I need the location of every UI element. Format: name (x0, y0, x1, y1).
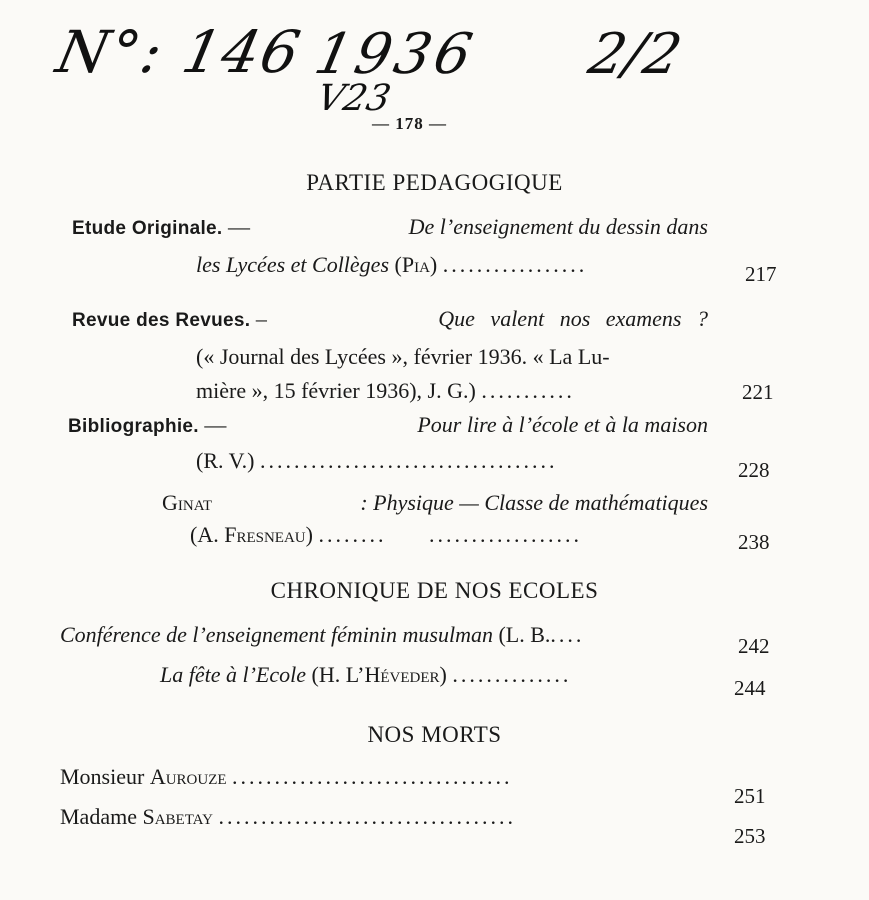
toc-entry-line: (« Journal des Lycées », février 1936. « La Lu- (196, 344, 610, 369)
entry-author: Sabetay (142, 804, 213, 829)
leader-dots: ................................... (218, 804, 516, 829)
entry-label: Etude Originale. (72, 218, 223, 239)
toc-entry-line: les Lycées et Collèges (Pia) ................. (196, 252, 588, 277)
toc-entry-line (162, 490, 708, 516)
page-ref: 253 (734, 824, 766, 848)
page-ref: 238 (738, 530, 770, 554)
leader-dots: .............. (452, 662, 572, 687)
section-title: PARTIE PEDAGOGIQUE (306, 170, 563, 195)
toc-entry-line: La fête à l’Ecole (H. L’Héveder) .............. (160, 662, 572, 687)
entry-author: Héveder (364, 662, 440, 687)
page-ref: 244 (734, 676, 766, 700)
entry-title: La fête à l’Ecole (160, 662, 307, 687)
entry-label: Revue des Revues. (72, 310, 251, 331)
page-ref: 221 (742, 380, 774, 404)
entry-author: (L. B. (498, 622, 551, 647)
toc-entry-line: Bibliographie. — Pour lire à l’école et à la maison (68, 412, 708, 437)
entry-title: Conférence de l’enseignement féminin musulman (60, 622, 493, 647)
toc-entry-line: (R. V.) ................................... (196, 448, 558, 473)
leader-dots: ................................. (232, 764, 513, 789)
page-ref: 228 (738, 458, 770, 482)
handwritten-part: 2/2 (583, 22, 688, 87)
toc-entry-line: Monsieur Aurouze ................................. (60, 764, 513, 789)
handwritten-volume: V23 (313, 78, 395, 119)
toc-entry-line: Etude Originale. — De l’enseignement du dessin dans (72, 214, 708, 239)
toc-entry-line: (A. Fresneau) ........ .................. (190, 522, 582, 547)
entry-title: les Lycées et Collèges (196, 252, 390, 277)
leader-dots: ................................... (259, 448, 558, 473)
entry-title: Pour lire à l’école et à la maison (417, 412, 708, 437)
handwritten-year: 1936 (309, 22, 482, 87)
leader-dots: ........... (481, 378, 575, 403)
page-number: — 178 — (372, 114, 447, 133)
section-title: NOS MORTS (367, 722, 502, 747)
toc-entry-line: mière », 15 février 1936), J. G.) ........... (196, 378, 575, 403)
page-ref: 251 (734, 784, 766, 808)
section-title: CHRONIQUE DE NOS ECOLES (270, 578, 599, 603)
leader-dots: ........ .................. (318, 522, 582, 547)
entry-author: Fresneau (224, 522, 306, 547)
entry-title: De l’enseignement du dessin dans (408, 214, 708, 239)
entry-author: Ginat (162, 490, 213, 515)
page-ref: 242 (738, 634, 770, 658)
leader-dots: .... (550, 622, 585, 647)
toc-entry-line: Revue des Revues. – Que valent nos examens ? (72, 306, 708, 331)
entry-author: Pia (401, 252, 430, 277)
leader-dots: ................. (442, 252, 588, 277)
page-ref: 217 (745, 262, 777, 286)
toc-entry-line: Madame Sabetay ................................... (60, 804, 516, 829)
handwritten-number: N°: 146 (50, 18, 308, 86)
toc-entry-line (60, 622, 584, 648)
entry-label: Bibliographie. (68, 416, 199, 437)
entry-author: Aurouze (149, 764, 227, 789)
entry-title: : Physique — Classe de mathématiques (360, 490, 708, 515)
entry-title: Que valent nos examens ? (438, 306, 708, 331)
